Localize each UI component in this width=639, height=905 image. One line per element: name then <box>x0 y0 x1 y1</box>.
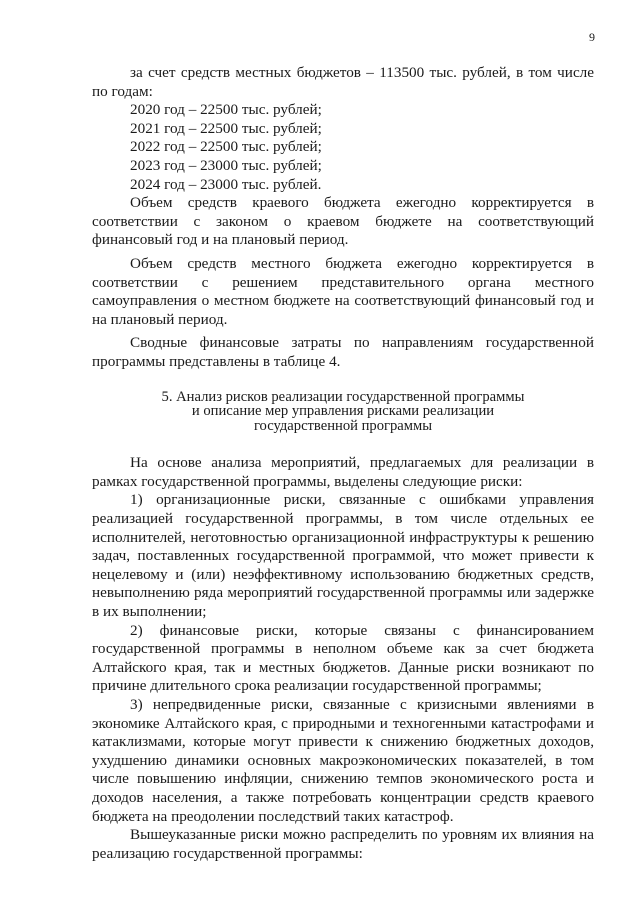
section-heading-line: государственной программы <box>253 417 433 434</box>
unforeseen-risks-paragraph: 3) непредвиденные риски, связанные с кризисными явлениями в экономике Алтайского края, с природными и техногенными катастрофами и катаклизмами, которые могут привести к снижению бюджетных доходов, ухудшению динамики основных макроэкономических показателей, в том числе повышению инфляции, снижению темпов экономического роста и доходов населения, а также потребовать концентрации средств краевого бюджета на преодолении последствий таких катастроф. <box>92 696 594 825</box>
local-budget-paragraph: за счет средств местных бюджетов – 113500 тыс. рублей, в том числе по годам: <box>92 64 594 100</box>
section-heading-line: 5. Анализ рисков реализации государственной программы <box>161 388 525 405</box>
risk-intro-paragraph: На основе анализа мероприятий, предлагаемых для реализации в рамках государственной программы, выделены следующие риски: <box>92 454 594 490</box>
document-body <box>92 64 594 863</box>
organizational-risks-paragraph: 1) организационные риски, связанные с ошибками управления реализацией государственной программы, в том числе отдельных ее исполнителей, неготовностью организационной инфраструктуры к решению задач, поставленных государственной программой, что может привести к нецелевому и (или) неэффективному использованию бюджетных средств, невыполнению ряда мероприятий государственной программы или задержке в их выполнении; <box>92 491 594 621</box>
year-line-2024: 2024 год – 23000 тыс. рублей. <box>130 175 322 193</box>
summary-costs-paragraph: Сводные финансовые затраты по направлениям государственной программы представлены в таблице 4. <box>92 334 594 370</box>
regional-budget-paragraph: Объем средств краевого бюджета ежегодно корректируется в соответствии с законом о краевом бюджете на соответствующий финансовый год и на плановый период. <box>92 194 594 249</box>
year-line-2023: 2023 год – 23000 тыс. рублей; <box>130 156 322 174</box>
risk-levels-paragraph: Вышеуказанные риски можно распределить по уровням их влияния на реализацию государственной программы: <box>92 826 594 862</box>
financial-risks-paragraph: 2) финансовые риски, которые связаны с финансированием государственной программы в неполном объеме как за счет бюджета Алтайского края, так и местных бюджетов. Данные риски возникают по причине длительного срока реализации государственной программы; <box>92 621 594 695</box>
section-heading-line: и описание мер управления рисками реализации <box>191 403 495 420</box>
municipal-budget-paragraph: Объем средств местного бюджета ежегодно корректируется в соответствии с решением представительного органа местного самоуправления о местном бюджете на соответствующий финансовый год и на плановый период. <box>92 254 594 328</box>
year-line-2022: 2022 год – 22500 тыс. рублей; <box>130 138 322 156</box>
year-line-2021: 2021 год – 22500 тыс. рублей; <box>130 119 322 137</box>
section-heading <box>92 390 594 434</box>
page-number: 9 <box>589 30 595 44</box>
year-list <box>92 101 594 194</box>
year-line-2020: 2020 год – 22500 тыс. рублей; <box>130 101 322 119</box>
